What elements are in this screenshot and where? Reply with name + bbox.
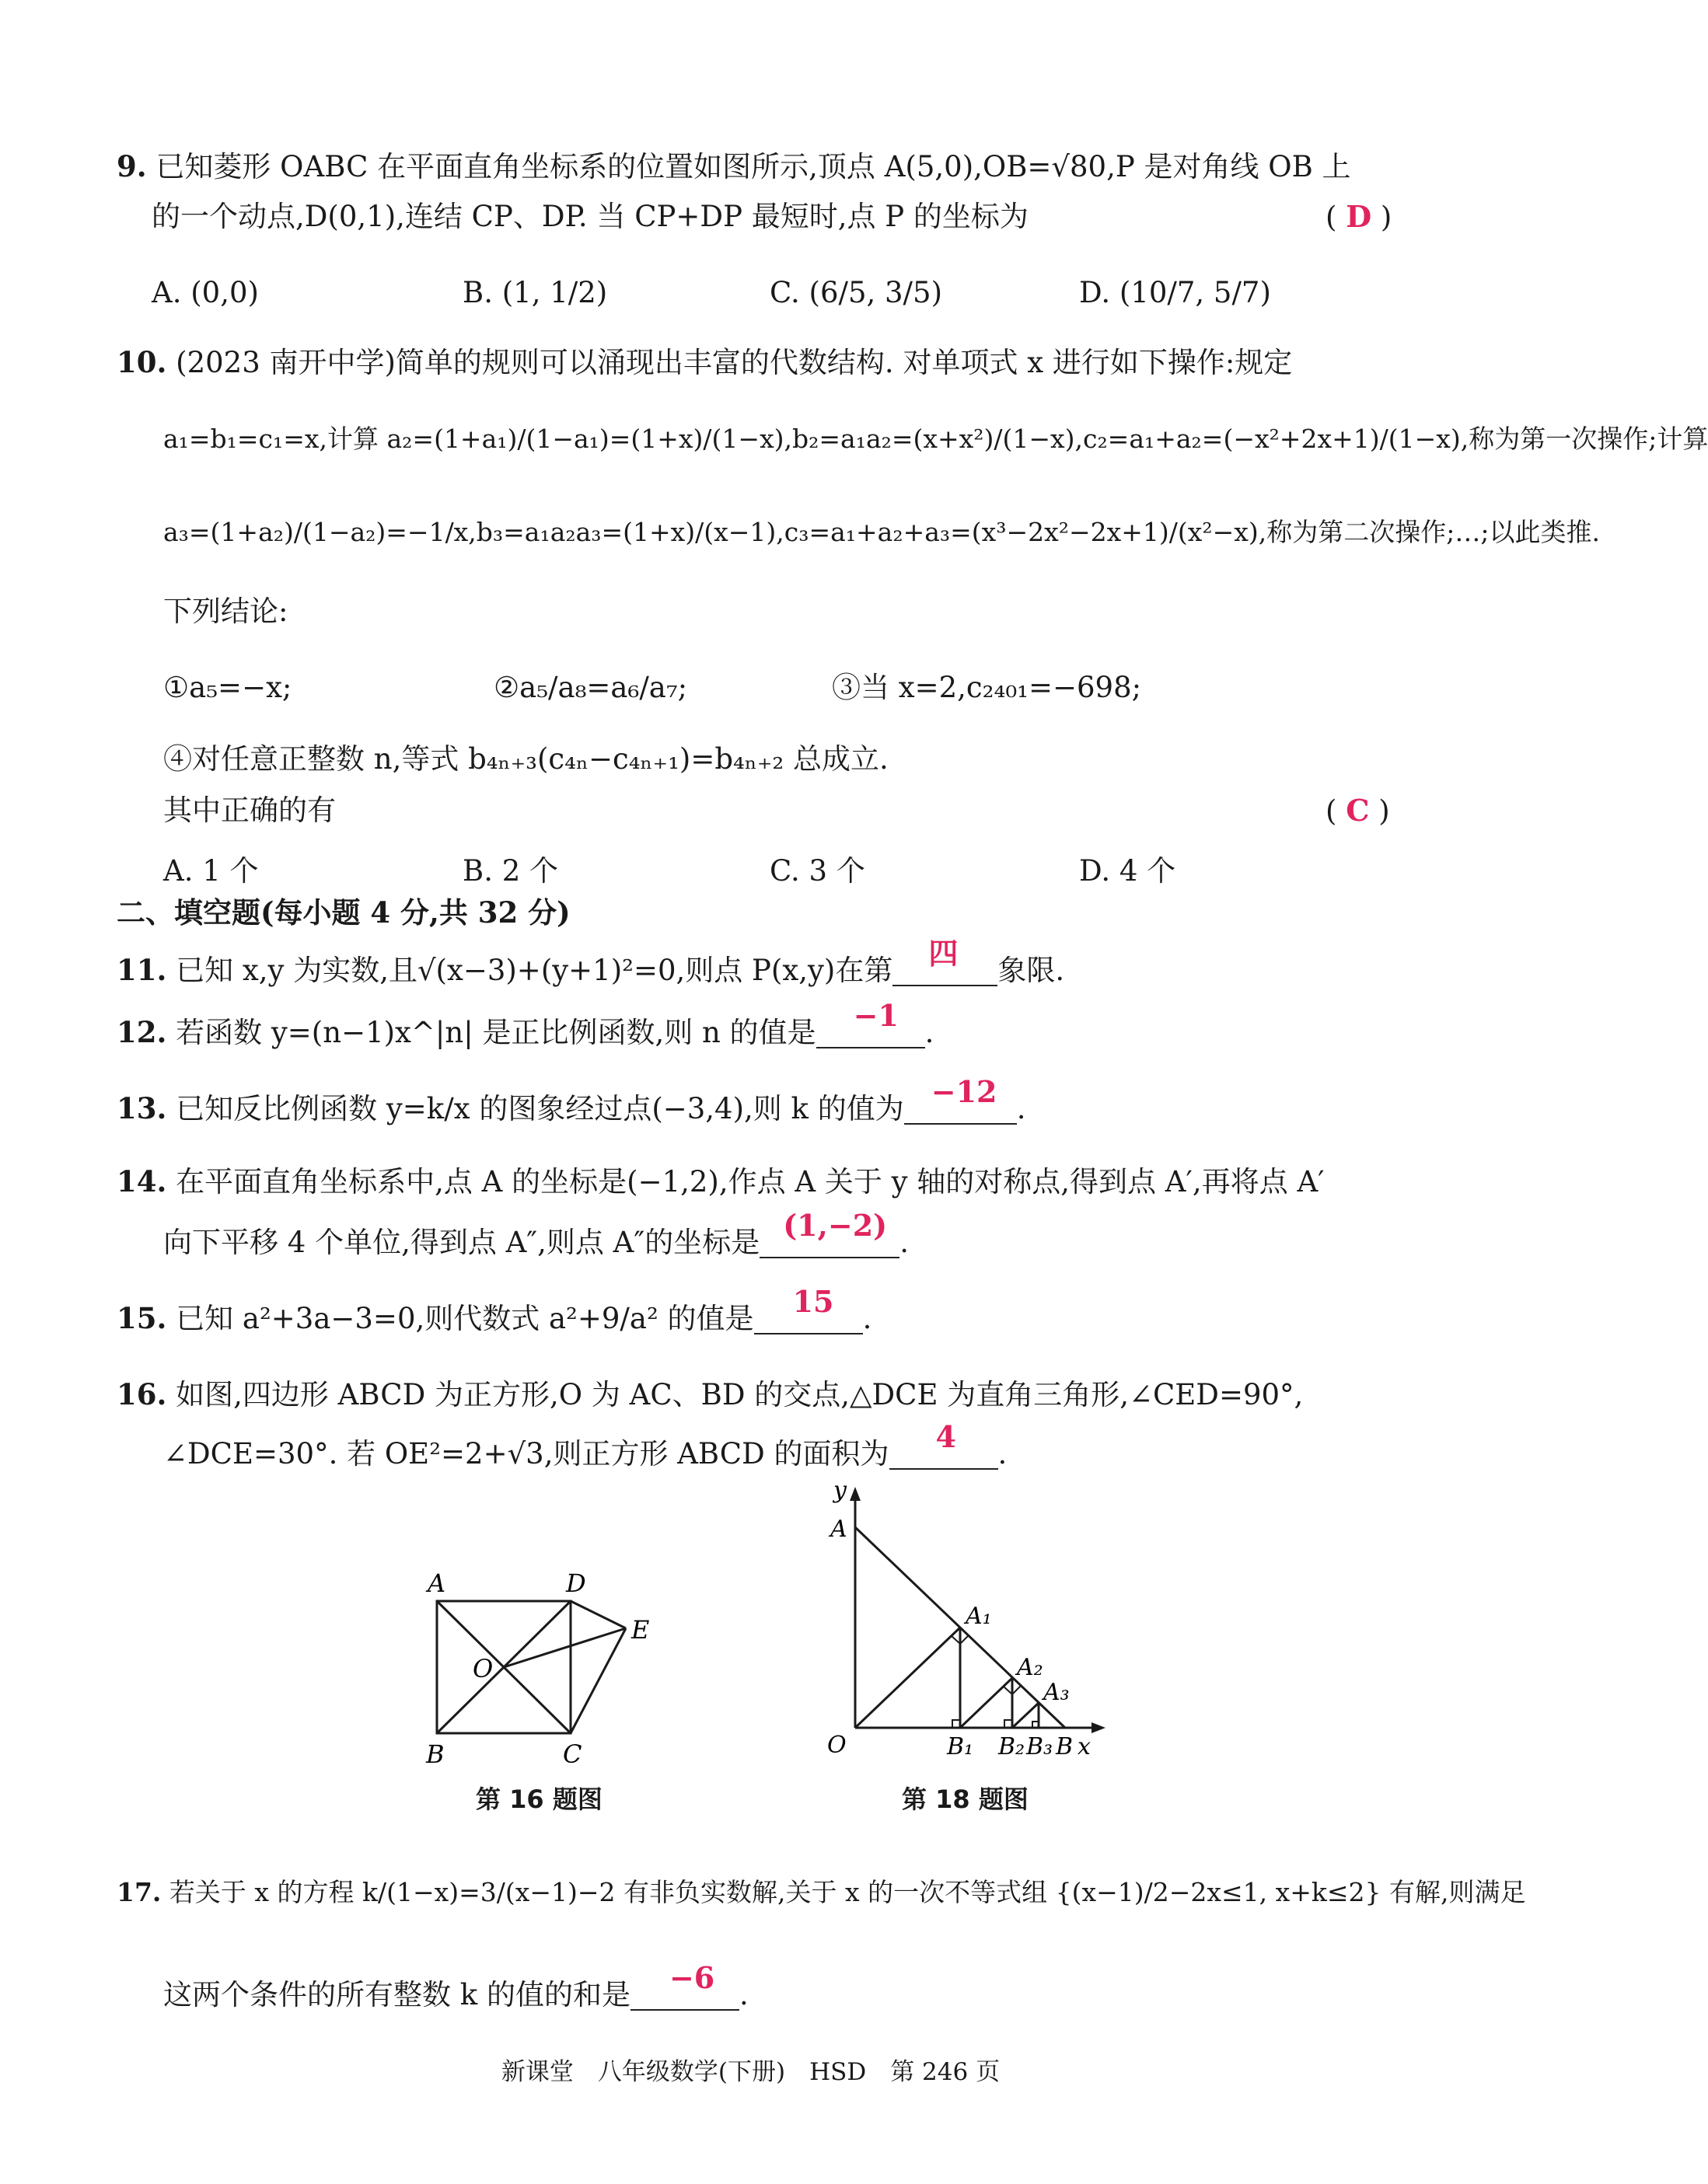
q15-blank	[754, 1284, 863, 1334]
q10-prompt: 其中正确的有	[163, 794, 336, 827]
q10-number: 10.	[117, 345, 167, 379]
q16-line1	[117, 1377, 1304, 1411]
fig16-label-c: C	[563, 1739, 582, 1769]
fig18-caption: 第 18 题图	[902, 1785, 1029, 1814]
q10-statement-2: ②a₅/a₈=a₆/a₇;	[494, 671, 688, 704]
fig18-label-o: O	[827, 1732, 847, 1759]
q10-option-a: A. 1 个	[163, 854, 259, 888]
q16-number: 16.	[117, 1377, 167, 1411]
q12-blank	[816, 998, 925, 1048]
q9-line1	[117, 149, 1351, 183]
q16-text-line1: 如图,四边形 ABCD 为正方形,O 为 AC、BD 的交点,△DCE 为直角三角形,∠CED=90°,	[176, 1378, 1304, 1411]
q17-text-before: 这两个条件的所有整数 k 的值的和是	[163, 1978, 630, 2011]
figure-18	[816, 1477, 1112, 1768]
fig16-label-b: B	[426, 1739, 445, 1769]
q9-number: 9.	[117, 149, 147, 183]
fig16-label-e: E	[631, 1615, 650, 1645]
fig18-label-b1: B₁	[947, 1733, 974, 1760]
q10-line4: 下列结论:	[163, 595, 288, 628]
q10-option-b: B. 2 个	[463, 854, 559, 888]
x-axis-arrow	[1092, 1722, 1105, 1733]
q13-answer: −12	[931, 1074, 997, 1109]
q17-text-after: .	[739, 1978, 749, 2011]
q9-text-line2: 的一个动点,D(0,1),连结 CP、DP. 当 CP+DP 最短时,点 P 的坐标为	[152, 200, 1029, 233]
q14-number: 14.	[117, 1164, 167, 1198]
q11-answer: 四	[928, 936, 959, 971]
q13-text-before: 已知反比例函数 y=k/x 的图象经过点(−3,4),则 k 的值为	[176, 1092, 904, 1125]
q17-line1	[117, 1879, 1525, 1905]
q9-option-d: D. (10/7, 5/7)	[1079, 276, 1271, 309]
q15-answer: 15	[792, 1284, 834, 1319]
q15-line	[117, 1284, 872, 1335]
segment-de	[571, 1601, 626, 1628]
q16-text-after: .	[997, 1437, 1008, 1471]
fig18-label-a1: A₁	[966, 1603, 992, 1630]
q13-line	[117, 1074, 1026, 1125]
q10-statement-4: ④对任意正整数 n,等式 b₄ₙ₊₃(c₄ₙ−c₄ₙ₊₁)=b₄ₙ₊₂ 总成立.	[163, 742, 889, 776]
q10-text-line3: a₃=(1+a₂)/(1−a₂)=−1/x,b₃=a₁a₂a₃=(1+x)/(x−1),c₃=a₁+a₂+a₃=(x³−2x²−2x+1)/(x²−x),称为第二次操作;…;以此类推.	[163, 517, 1600, 547]
q10-statement-1: ①a₅=−x;	[163, 671, 292, 704]
q9-option-b: B. (1, 1/2)	[463, 276, 608, 309]
q15-text-after: .	[862, 1302, 872, 1335]
q12-line	[117, 998, 934, 1049]
segment-oa1	[855, 1628, 960, 1728]
q16-line2	[163, 1419, 1008, 1471]
q15-text-before: 已知 a²+3a−3=0,则代数式 a²+9/a² 的值是	[176, 1302, 754, 1335]
q11-line	[117, 936, 1065, 987]
q16-blank	[889, 1419, 998, 1470]
q14-text-after: .	[899, 1226, 909, 1259]
q10-option-c: C. 3 个	[770, 854, 865, 888]
q12-answer: −1	[853, 998, 899, 1033]
q13-text-after: .	[1016, 1092, 1026, 1125]
q10-statement-3: ③当 x=2,c₂₄₀₁=−698;	[832, 671, 1142, 704]
y-axis-arrow	[850, 1487, 861, 1501]
q10-text-line2: a₁=b₁=c₁=x,计算 a₂=(1+a₁)/(1−a₁)=(1+x)/(1−x),b₂=a₁a₂=(x+x²)/(1−x),c₂=a₁+a₂=(−x²+2x+1)/(1−x),称为第一次操作;计算	[163, 424, 1708, 454]
q9-option-c: C. (6/5, 3/5)	[770, 276, 942, 309]
fig16-label-o: O	[473, 1654, 494, 1683]
fig18-label-y: y	[833, 1477, 847, 1504]
q17-text-line1: 若关于 x 的方程 k/(1−x)=3/(x−1)−2 有非负实数解,关于 x 的一次不等式组 {(x−1)/2−2x≤1, x+k≤2} 有解,则满足	[169, 1877, 1526, 1907]
q10-text-line1: (2023 南开中学)简单的规则可以涌现出丰富的代数结构. 对单项式 x 进行如下操作:规定	[176, 346, 1293, 379]
fig18-label-a: A	[830, 1516, 847, 1543]
q14-line1	[117, 1164, 1325, 1198]
q12-text-after: .	[924, 1016, 934, 1049]
page-footer: 新课堂 八年级数学(下册) HSD 第 246 页	[501, 2058, 1001, 2086]
q12-text-before: 若函数 y=(n−1)x^|n| 是正比例函数,则 n 的值是	[176, 1016, 816, 1049]
q10-line2	[163, 426, 1708, 452]
q16-answer: 4	[935, 1419, 956, 1454]
q13-number: 13.	[117, 1091, 167, 1125]
q14-text-before: 向下平移 4 个单位,得到点 A″,则点 A″的坐标是	[163, 1226, 760, 1259]
q14-line2	[163, 1208, 909, 1259]
q14-text-line1: 在平面直角坐标系中,点 A 的坐标是(−1,2),作点 A 关于 y 轴的对称点,得到点 A′,再将点 A′	[176, 1165, 1325, 1198]
q16-text-before: ∠DCE=30°. 若 OE²=2+√3,则正方形 ABCD 的面积为	[163, 1437, 889, 1471]
q10-answer-paren: ( C )	[1326, 793, 1390, 828]
q11-blank	[892, 936, 997, 986]
fig18-label-a3: A₃	[1043, 1679, 1070, 1706]
q17-number: 17.	[117, 1877, 162, 1907]
q10-line3	[163, 519, 1600, 545]
q9-text-line1: 已知菱形 OABC 在平面直角坐标系的位置如图所示,顶点 A(5,0),OB=√80,P 是对角线 OB 上	[155, 150, 1351, 183]
fig16-caption: 第 16 题图	[476, 1785, 603, 1814]
fig18-label-b3: B₃	[1026, 1733, 1053, 1760]
figure-16	[389, 1554, 684, 1780]
fig18-label-b: B	[1056, 1733, 1074, 1760]
q13-blank	[904, 1074, 1017, 1125]
q9-answer-paren: ( D )	[1326, 199, 1392, 234]
q9-line2	[152, 202, 1029, 231]
q9-option-a: A. (0,0)	[152, 276, 259, 309]
fig18-label-a2: A₂	[1017, 1654, 1043, 1681]
q14-blank	[760, 1208, 899, 1258]
q14-answer: (1,−2)	[783, 1208, 888, 1243]
section-heading: 二、填空题(每小题 4 分,共 32 分)	[117, 895, 571, 930]
q17-line2	[163, 1960, 749, 2011]
q11-number: 11.	[117, 953, 167, 987]
fig16-label-d: D	[566, 1568, 586, 1598]
fig18-label-b2: B₂	[998, 1733, 1025, 1760]
segment-b2a3	[1012, 1703, 1039, 1728]
q10-option-d: D. 4 个	[1079, 854, 1176, 888]
q17-answer: −6	[669, 1960, 715, 1995]
q9-answer: D	[1346, 199, 1372, 234]
q11-text-before: 已知 x,y 为实数,且√(x−3)+(y+1)²=0,则点 P(x,y)在第	[176, 954, 893, 987]
q12-number: 12.	[117, 1015, 167, 1049]
q11-text-after: 象限.	[997, 954, 1065, 987]
q17-blank	[630, 1960, 739, 2011]
q15-number: 15.	[117, 1301, 167, 1335]
q10-answer: C	[1346, 793, 1370, 828]
fig16-label-a: A	[428, 1568, 446, 1598]
q10-line1	[117, 345, 1293, 379]
fig18-label-x: x	[1078, 1733, 1091, 1760]
